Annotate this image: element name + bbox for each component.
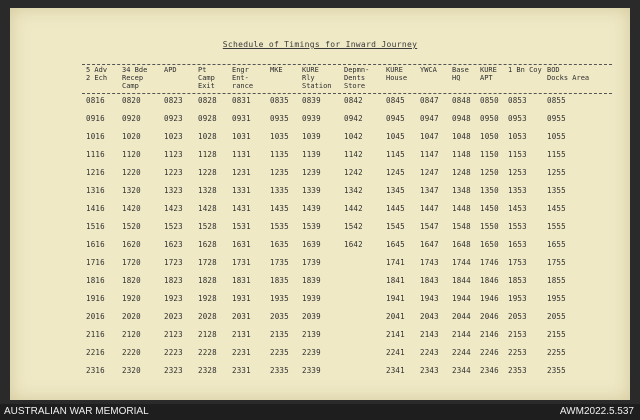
table-cell: 2039 (302, 312, 321, 321)
table-cell: 1545 (386, 222, 405, 231)
table-cell: 1039 (302, 132, 321, 141)
table-cell: 1020 (122, 132, 141, 141)
table-cell: 2239 (302, 348, 321, 357)
table-cell: 1528 (198, 222, 217, 231)
table-cell: 2143 (420, 330, 439, 339)
table-cell: 1743 (420, 258, 439, 267)
table-cell: 2241 (386, 348, 405, 357)
table-cell: 1139 (302, 150, 321, 159)
table-cell: 1231 (232, 168, 251, 177)
table-cell: 1916 (86, 294, 105, 303)
table-cell: 1420 (122, 204, 141, 213)
column-header: BOD Docks Area (547, 66, 590, 82)
table-cell: 1247 (420, 168, 439, 177)
table-cell: 1553 (508, 222, 527, 231)
table-cell: 2246 (480, 348, 499, 357)
table-cell: 1839 (302, 276, 321, 285)
table-cell: 1655 (547, 240, 566, 249)
table-cell: 2323 (164, 366, 183, 375)
table-cell: 1328 (198, 186, 217, 195)
table-cell: 1416 (86, 204, 105, 213)
table-cell: 2343 (420, 366, 439, 375)
table-row (0, 150, 640, 166)
table-cell: 1423 (164, 204, 183, 213)
table-cell: 0845 (386, 96, 405, 105)
table-cell: 1520 (122, 222, 141, 231)
table-cell: 2244 (452, 348, 471, 357)
table-cell: 0835 (270, 96, 289, 105)
table-cell: 1155 (547, 150, 566, 159)
column-header: APD (164, 66, 177, 74)
table-cell: 1323 (164, 186, 183, 195)
footer-bar (0, 404, 640, 420)
table-cell: 1741 (386, 258, 405, 267)
column-header: YWCA (420, 66, 437, 74)
table-cell: 2035 (270, 312, 289, 321)
table-row (0, 312, 640, 328)
table-cell: 1628 (198, 240, 217, 249)
table-cell: 2320 (122, 366, 141, 375)
table-cell: 1642 (344, 240, 363, 249)
table-cell: 2344 (452, 366, 471, 375)
table-cell: 1123 (164, 150, 183, 159)
table-cell: 1841 (386, 276, 405, 285)
table-cell: 0855 (547, 96, 566, 105)
table-cell: 1650 (480, 240, 499, 249)
table-cell: 2046 (480, 312, 499, 321)
table-cell: 1348 (452, 186, 471, 195)
column-header: Pt Camp Exit (198, 66, 215, 90)
table-cell: 0816 (86, 96, 105, 105)
table-cell: 1645 (386, 240, 405, 249)
column-header: 5 Adv 2 Ech (86, 66, 108, 82)
table-cell: 1831 (232, 276, 251, 285)
table-cell: 1028 (198, 132, 217, 141)
table-row (0, 330, 640, 346)
table-cell: 1531 (232, 222, 251, 231)
table-cell: 2041 (386, 312, 405, 321)
table-cell: 1653 (508, 240, 527, 249)
table-cell: 1946 (480, 294, 499, 303)
table-cell: 1523 (164, 222, 183, 231)
table-cell: 1128 (198, 150, 217, 159)
table-cell: 1442 (344, 204, 363, 213)
table-cell: 0920 (122, 114, 141, 123)
table-row (0, 348, 640, 364)
table-cell: 1953 (508, 294, 527, 303)
table-cell: 1648 (452, 240, 471, 249)
table-cell: 1255 (547, 168, 566, 177)
table-cell: 0950 (480, 114, 499, 123)
table-row (0, 96, 640, 112)
table-cell: 1846 (480, 276, 499, 285)
table-cell: 1450 (480, 204, 499, 213)
table-cell: 1635 (270, 240, 289, 249)
table-row (0, 222, 640, 238)
table-cell: 1716 (86, 258, 105, 267)
table-cell: 2141 (386, 330, 405, 339)
table-cell: 1145 (386, 150, 405, 159)
table-cell: 1250 (480, 168, 499, 177)
table-cell: 1253 (508, 168, 527, 177)
table-cell: 2153 (508, 330, 527, 339)
table-cell: 1148 (452, 150, 471, 159)
document-title: Schedule of Timings for Inward Journey (222, 40, 418, 49)
table-cell: 1339 (302, 186, 321, 195)
table-cell: 1428 (198, 204, 217, 213)
table-cell: 1923 (164, 294, 183, 303)
table-cell: 1031 (232, 132, 251, 141)
table-cell: 1342 (344, 186, 363, 195)
table-cell: 1944 (452, 294, 471, 303)
table-cell: 1455 (547, 204, 566, 213)
table-cell: 1439 (302, 204, 321, 213)
table-cell: 0931 (232, 114, 251, 123)
column-header: Base HQ (452, 66, 469, 82)
table-cell: 1555 (547, 222, 566, 231)
table-cell: 1542 (344, 222, 363, 231)
table-cell: 0945 (386, 114, 405, 123)
table-cell: 1120 (122, 150, 141, 159)
table-row (0, 366, 640, 382)
table-cell: 1347 (420, 186, 439, 195)
table-cell: 0948 (452, 114, 471, 123)
table-cell: 2131 (232, 330, 251, 339)
table-cell: 1920 (122, 294, 141, 303)
column-header: 1 Bn Coy (508, 66, 542, 74)
table-cell: 1853 (508, 276, 527, 285)
table-cell: 1235 (270, 168, 289, 177)
table-cell: 1248 (452, 168, 471, 177)
table-cell: 2220 (122, 348, 141, 357)
table-cell: 2016 (86, 312, 105, 321)
column-header: KURE Rly Station (302, 66, 332, 90)
table-cell: 1939 (302, 294, 321, 303)
table-row (0, 276, 640, 292)
table-cell: 1623 (164, 240, 183, 249)
table-cell: 1223 (164, 168, 183, 177)
table-cell: 2339 (302, 366, 321, 375)
table-cell: 1753 (508, 258, 527, 267)
table-cell: 1355 (547, 186, 566, 195)
table-row (0, 168, 640, 184)
table-cell: 1844 (452, 276, 471, 285)
table-cell: 2139 (302, 330, 321, 339)
table-cell: 1445 (386, 204, 405, 213)
table-cell: 0955 (547, 114, 566, 123)
table-cell: 0947 (420, 114, 439, 123)
table-header (0, 66, 640, 94)
table-cell: 1835 (270, 276, 289, 285)
table-cell: 2346 (480, 366, 499, 375)
table-cell: 2243 (420, 348, 439, 357)
table-cell: 1116 (86, 150, 105, 159)
table-cell: 0942 (344, 114, 363, 123)
table-cell: 2116 (86, 330, 105, 339)
table-cell: 0848 (452, 96, 471, 105)
table-cell: 1053 (508, 132, 527, 141)
table-cell: 1935 (270, 294, 289, 303)
table-cell: 1239 (302, 168, 321, 177)
table-row (0, 258, 640, 274)
table-cell: 1820 (122, 276, 141, 285)
table-cell: 1746 (480, 258, 499, 267)
table-row (0, 114, 640, 130)
table-cell: 1142 (344, 150, 363, 159)
table-cell: 2043 (420, 312, 439, 321)
table-cell: 1448 (452, 204, 471, 213)
table-cell: 1135 (270, 150, 289, 159)
table-cell: 2053 (508, 312, 527, 321)
table-cell: 1331 (232, 186, 251, 195)
table-cell: 1045 (386, 132, 405, 141)
table-cell: 1728 (198, 258, 217, 267)
table-cell: 1735 (270, 258, 289, 267)
table-cell: 2228 (198, 348, 217, 357)
table-cell: 1228 (198, 168, 217, 177)
footer-credit: AUSTRALIAN WAR MEMORIAL (4, 406, 149, 417)
column-header: Engr Ent- rance (232, 66, 254, 90)
table-cell: 2255 (547, 348, 566, 357)
table-cell: 1828 (198, 276, 217, 285)
table-cell: 2331 (232, 366, 251, 375)
table-cell: 0823 (164, 96, 183, 105)
table-cell: 1816 (86, 276, 105, 285)
table-cell: 1216 (86, 168, 105, 177)
table-cell: 0853 (508, 96, 527, 105)
column-header: Depmn- Dents Store (344, 66, 370, 90)
table-cell: 1955 (547, 294, 566, 303)
table-cell: 0935 (270, 114, 289, 123)
table-row (0, 186, 640, 202)
table-cell: 2044 (452, 312, 471, 321)
table-cell: 1242 (344, 168, 363, 177)
table-row (0, 132, 640, 148)
table-cell: 0847 (420, 96, 439, 105)
table-cell: 2055 (547, 312, 566, 321)
table-cell: 2155 (547, 330, 566, 339)
table-cell: 0839 (302, 96, 321, 105)
table-cell: 1035 (270, 132, 289, 141)
table-cell: 2028 (198, 312, 217, 321)
table-cell: 2341 (386, 366, 405, 375)
table-cell: 2316 (86, 366, 105, 375)
table-cell: 1153 (508, 150, 527, 159)
table-cell: 2144 (452, 330, 471, 339)
footer-accession-number: AWM2022.5.537 (559, 406, 634, 417)
table-cell: 1550 (480, 222, 499, 231)
table-cell: 1050 (480, 132, 499, 141)
table-cell: 1023 (164, 132, 183, 141)
table-cell: 1042 (344, 132, 363, 141)
table-cell: 1547 (420, 222, 439, 231)
table-cell: 2355 (547, 366, 566, 375)
column-header: 34 Bde Recep Camp (122, 66, 148, 90)
table-cell: 2216 (86, 348, 105, 357)
table-cell: 1931 (232, 294, 251, 303)
table-cell: 1055 (547, 132, 566, 141)
table-cell: 1744 (452, 258, 471, 267)
table-cell: 0928 (198, 114, 217, 123)
table-cell: 2235 (270, 348, 289, 357)
table-cell: 1320 (122, 186, 141, 195)
table-row (0, 294, 640, 310)
table-cell: 2120 (122, 330, 141, 339)
table-cell: 1345 (386, 186, 405, 195)
table-cell: 1639 (302, 240, 321, 249)
table-cell: 2253 (508, 348, 527, 357)
table-cell: 0850 (480, 96, 499, 105)
table-cell: 2328 (198, 366, 217, 375)
table-cell: 2146 (480, 330, 499, 339)
table-cell: 2020 (122, 312, 141, 321)
table-cell: 0831 (232, 96, 251, 105)
table-cell: 1539 (302, 222, 321, 231)
table-cell: 1535 (270, 222, 289, 231)
table-cell: 1353 (508, 186, 527, 195)
table-cell: 1941 (386, 294, 405, 303)
table-cell: 1047 (420, 132, 439, 141)
table-cell: 1631 (232, 240, 251, 249)
table-cell: 1755 (547, 258, 566, 267)
table-cell: 2031 (232, 312, 251, 321)
table-cell: 1928 (198, 294, 217, 303)
table-cell: 0820 (122, 96, 141, 105)
table-cell: 0923 (164, 114, 183, 123)
table-cell: 1245 (386, 168, 405, 177)
table-cell: 1147 (420, 150, 439, 159)
table-cell: 1350 (480, 186, 499, 195)
table-cell: 1453 (508, 204, 527, 213)
header-bottom-rule (82, 93, 612, 94)
table-cell: 1823 (164, 276, 183, 285)
table-cell: 1720 (122, 258, 141, 267)
table-cell: 1516 (86, 222, 105, 231)
table-cell: 0939 (302, 114, 321, 123)
table-cell: 1431 (232, 204, 251, 213)
table-cell: 1616 (86, 240, 105, 249)
table-cell: 1723 (164, 258, 183, 267)
table-row (0, 204, 640, 220)
table-cell: 1843 (420, 276, 439, 285)
table-cell: 2123 (164, 330, 183, 339)
table-cell: 1131 (232, 150, 251, 159)
table-cell: 1943 (420, 294, 439, 303)
table-cell: 1150 (480, 150, 499, 159)
table-cell: 2135 (270, 330, 289, 339)
table-cell: 1435 (270, 204, 289, 213)
table-cell: 0953 (508, 114, 527, 123)
table-cell: 1548 (452, 222, 471, 231)
column-header: KURE House (386, 66, 408, 82)
table-cell: 1447 (420, 204, 439, 213)
table-cell: 0828 (198, 96, 217, 105)
table-cell: 1647 (420, 240, 439, 249)
column-header: KURE APT (480, 66, 497, 82)
column-header: MKE (270, 66, 283, 74)
table-cell: 0916 (86, 114, 105, 123)
table-cell: 2223 (164, 348, 183, 357)
table-cell: 1316 (86, 186, 105, 195)
table-cell: 2128 (198, 330, 217, 339)
table-cell: 0842 (344, 96, 363, 105)
table-cell: 2023 (164, 312, 183, 321)
table-cell: 1220 (122, 168, 141, 177)
table-cell: 1048 (452, 132, 471, 141)
table-cell: 2353 (508, 366, 527, 375)
table-cell: 1620 (122, 240, 141, 249)
header-top-rule (82, 64, 612, 65)
table-row (0, 240, 640, 256)
table-cell: 1739 (302, 258, 321, 267)
table-cell: 1335 (270, 186, 289, 195)
table-cell: 1016 (86, 132, 105, 141)
table-cell: 2231 (232, 348, 251, 357)
table-cell: 1731 (232, 258, 251, 267)
table-cell: 2335 (270, 366, 289, 375)
table-cell: 1855 (547, 276, 566, 285)
